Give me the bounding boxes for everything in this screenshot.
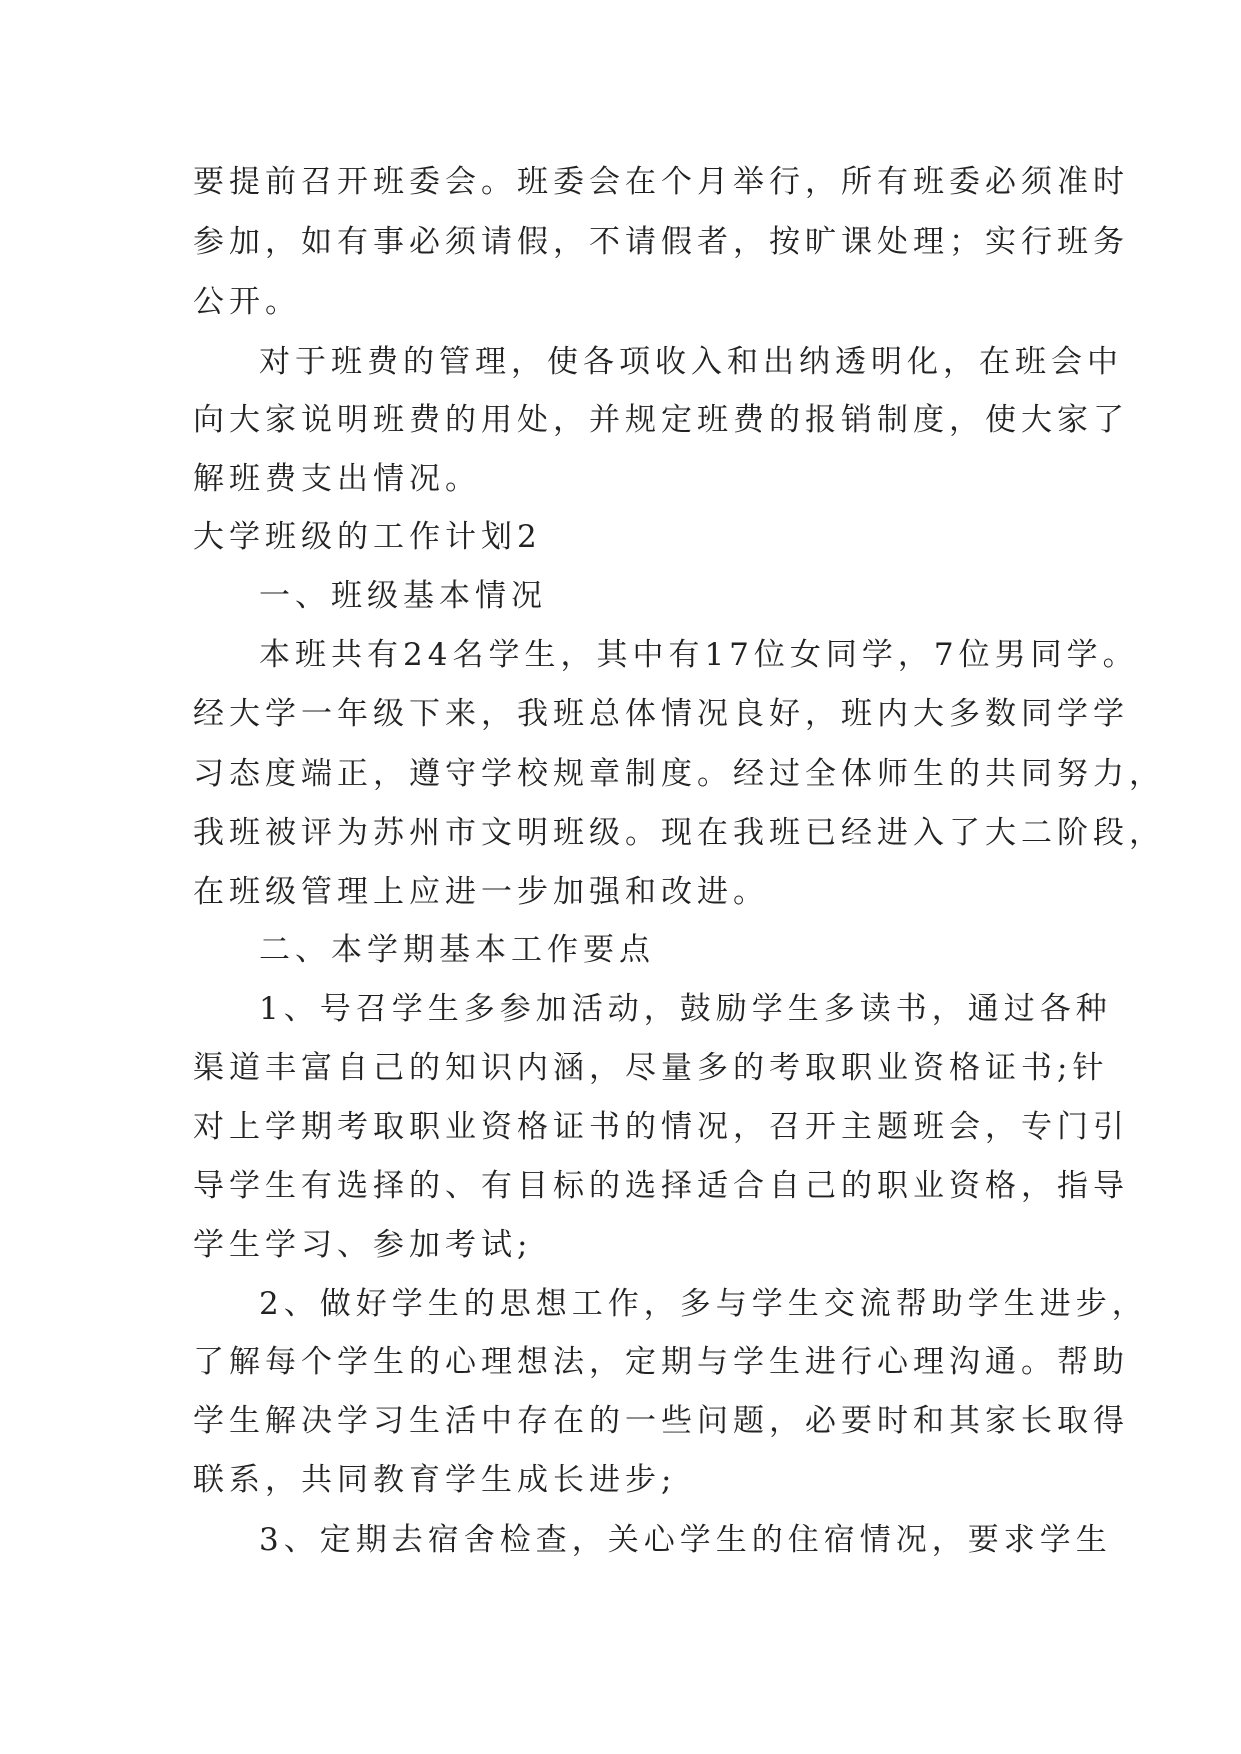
subheading: 二、本学期基本工作要点 (259, 932, 655, 968)
text-line: 习态度端正，遵守学校规章制度。经过全体师生的共同努力， (193, 756, 1165, 792)
section-heading: 大学班级的工作计划2 (193, 519, 542, 555)
text-line: 渠道丰富自己的知识内涵，尽量多的考取职业资格证书;针 (193, 1050, 1109, 1086)
text-line: 公开。 (193, 284, 301, 320)
text-line: 向大家说明班费的用处，并规定班费的报销制度，使大家了 (193, 402, 1129, 438)
text-line: 学生解决学习生活中存在的一些问题，必要时和其家长取得 (193, 1403, 1129, 1439)
text-line: 2、做好学生的思想工作，多与学生交流帮助学生进步， (259, 1286, 1148, 1322)
text-line: 我班被评为苏州市文明班级。现在我班已经进入了大二阶段， (193, 815, 1165, 851)
text-line: 对上学期考取职业资格证书的情况，召开主题班会，专门引 (193, 1109, 1129, 1145)
text-line: 对于班费的管理，使各项收入和出纳透明化，在班会中 (259, 344, 1123, 380)
text-line: 参加，如有事必须请假，不请假者，按旷课处理；实行班务 (193, 224, 1129, 260)
text-line: 经大学一年级下来，我班总体情况良好，班内大多数同学学 (193, 696, 1129, 732)
text-line: 了解每个学生的心理想法，定期与学生进行心理沟通。帮助 (193, 1344, 1129, 1380)
text-line: 解班费支出情况。 (193, 461, 481, 497)
subheading: 一、班级基本情况 (259, 578, 547, 614)
text-line: 导学生有选择的、有目标的选择适合自己的职业资格，指导 (193, 1168, 1129, 1204)
text-line: 学生学习、参加考试; (193, 1227, 533, 1263)
text-line: 本班共有24名学生，其中有17位女同学，7位男同学。 (259, 637, 1139, 673)
text-line: 要提前召开班委会。班委会在个月举行，所有班委必须准时 (193, 164, 1129, 200)
text-line: 3、定期去宿舍检查，关心学生的住宿情况，要求学生 (259, 1522, 1112, 1558)
text-line: 联系，共同教育学生成长进步; (193, 1462, 677, 1498)
text-line: 1、号召学生多参加活动，鼓励学生多读书，通过各种 (259, 991, 1112, 1027)
text-line: 在班级管理上应进一步加强和改进。 (193, 874, 769, 910)
